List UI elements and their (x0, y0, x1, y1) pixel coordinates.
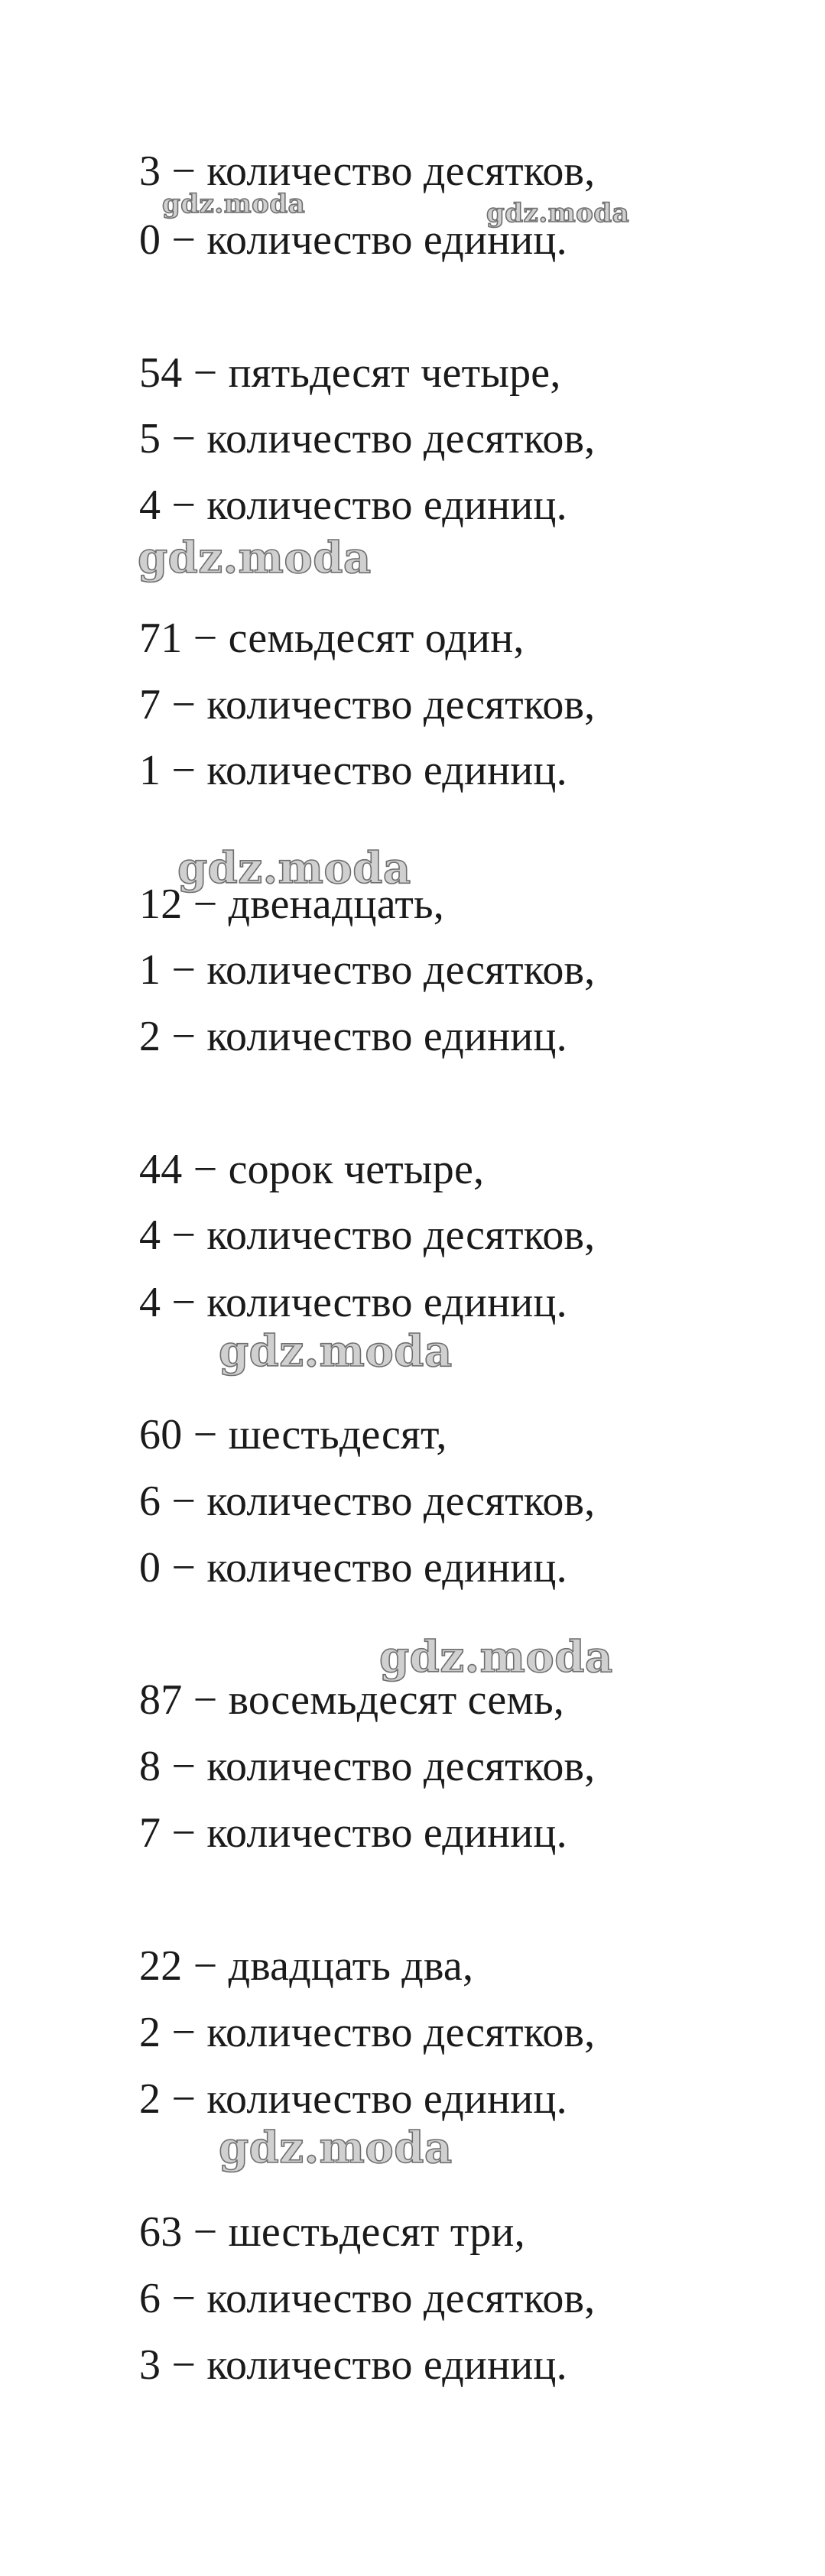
text-line: 3 − количество единиц. (139, 2341, 567, 2389)
text-line: 7 − количество единиц. (139, 1809, 567, 1857)
text-line: 44 − сорок четыре, (139, 1146, 485, 1193)
watermark: gdz.moda (379, 1632, 613, 1682)
text-line: 60 − шестьдесят, (139, 1411, 447, 1458)
text-line: 2 − количество единиц. (139, 2075, 567, 2123)
watermark: gdz.moda (219, 1326, 453, 1377)
text-line: 87 − восемьдесят семь, (139, 1676, 565, 1724)
watermark: gdz.moda (138, 533, 372, 583)
text-line: 4 − количество десятков, (139, 1212, 596, 1259)
text-line: 12 − двенадцать, (139, 881, 444, 928)
text-line: 0 − количество единиц. (139, 1544, 567, 1591)
watermark: gdz.moda (486, 198, 630, 229)
text-line: 1 − количество десятков, (139, 946, 596, 994)
text-line: 22 − двадцать два, (139, 1942, 474, 1990)
watermark: gdz.moda (219, 2123, 453, 2173)
text-line: 4 − количество единиц. (139, 482, 567, 529)
watermark: gdz.moda (162, 189, 306, 219)
text-line: 4 − количество единиц. (139, 1279, 567, 1326)
text-line: 6 − количество десятков, (139, 2275, 596, 2322)
text-line: 63 − шестьдесят три, (139, 2208, 525, 2256)
text-line: 5 − количество десятков, (139, 415, 596, 462)
text-line: 54 − пятьдесят четыре, (139, 349, 561, 397)
watermark: gdz.moda (177, 843, 411, 894)
text-line: 6 − количество десятков, (139, 1478, 596, 1525)
text-line: 0 − количество единиц. (139, 216, 567, 264)
text-line: 1 − количество единиц. (139, 747, 567, 794)
text-line: 71 − семьдесят один, (139, 615, 525, 662)
text-line: 7 − количество десятков, (139, 681, 596, 728)
text-line: 8 − количество десятков, (139, 1743, 596, 1790)
text-line: 3 − количество десятков, (139, 148, 596, 195)
text-line: 2 − количество десятков, (139, 2009, 596, 2056)
text-line: 2 − количество единиц. (139, 1013, 567, 1060)
